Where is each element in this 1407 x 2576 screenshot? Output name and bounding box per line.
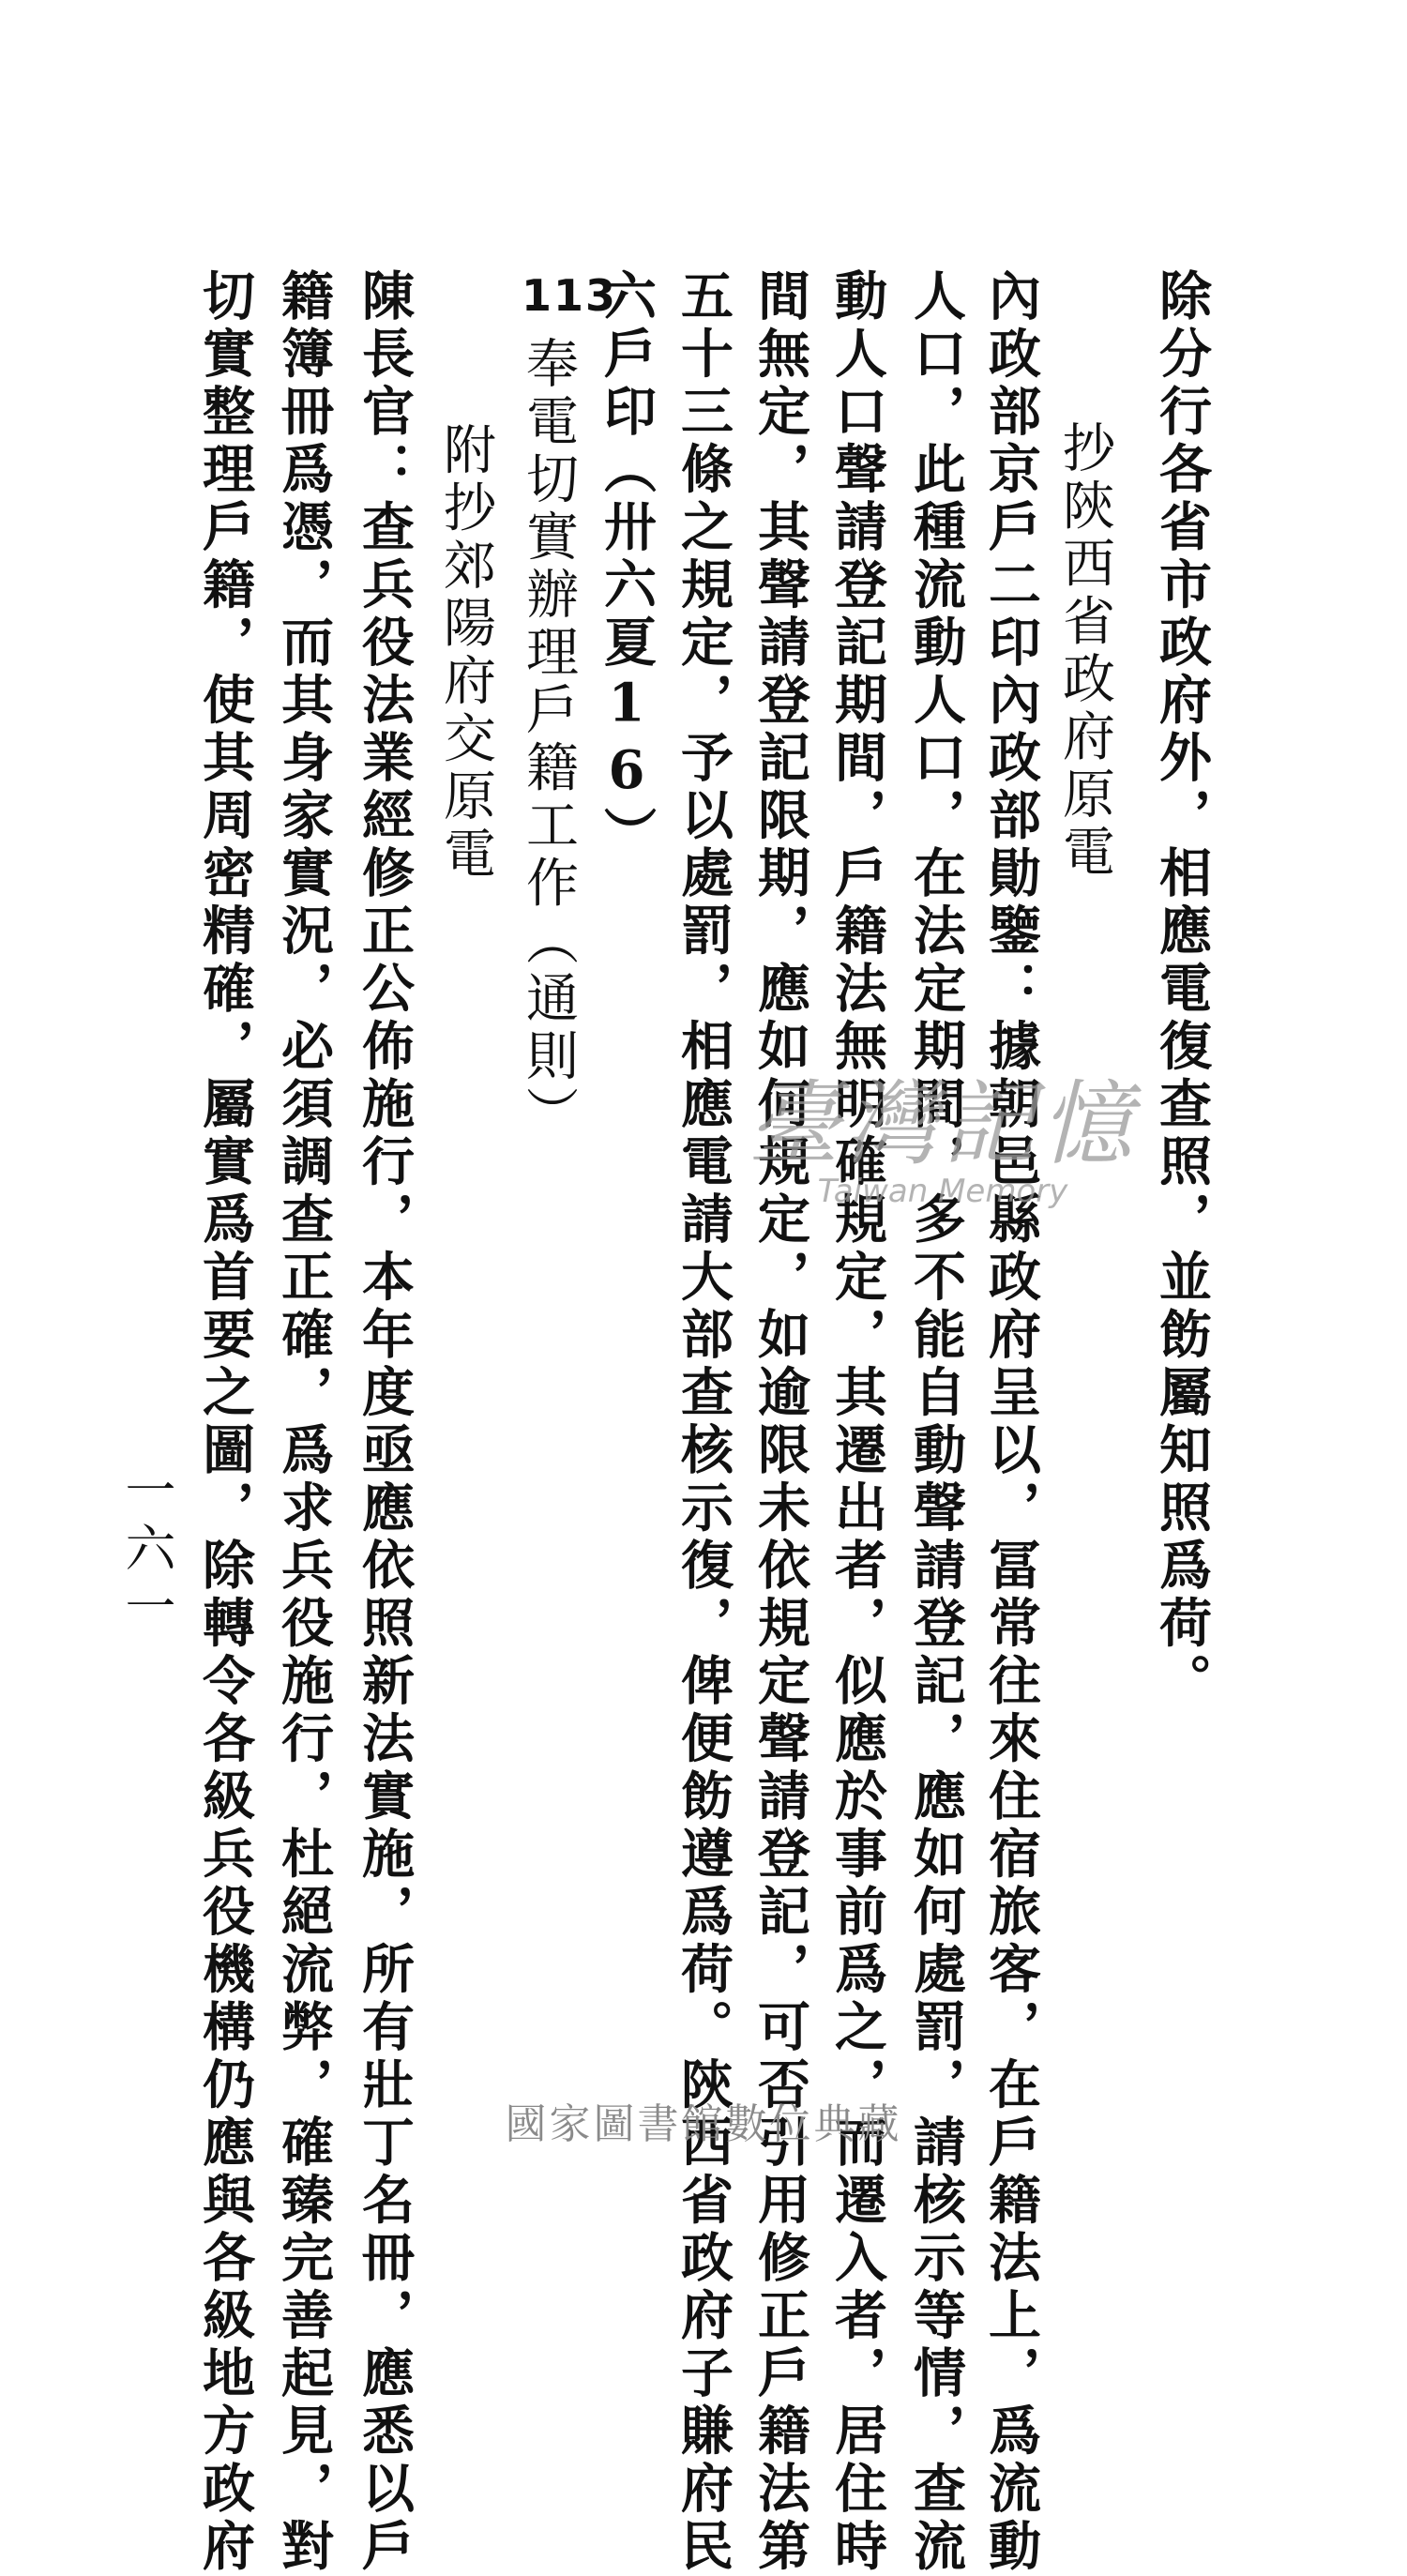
text-column-11: 陳長官：查兵役法業經修正公佈施行，本年度亟應依照新法實施，所有壯丁名冊，應悉以戶 <box>354 268 416 2576</box>
text-column-1: 除分行各省市政府外，相應電復查照，並飭屬知照爲荷。 <box>1151 268 1213 1711</box>
page-number: 一六一 <box>117 1463 176 1638</box>
text-column-8: 六戶印（卅六夏16） <box>596 268 658 864</box>
text-column-6: 間無定，其聲請登記限期，應如何規定，如逾限未依規定聲請登記，可否引用修正戶籍法第 <box>749 268 811 2576</box>
text-column-9: 奉電切實辦理戶籍工作（通則） <box>518 336 579 1144</box>
text-column-10: 附抄郊陽府交原電 <box>435 422 496 884</box>
watermark-chinese: 臺灣記憶 <box>747 1071 1138 1178</box>
watermark <box>722 1071 1163 1238</box>
text-column-12: 籍簿冊爲憑，而其身家實況，必須調查正確，爲求兵役施行，杜絕流弊，確臻完善起見，對 <box>273 268 335 2576</box>
text-column-7: 五十三條之規定，予以處罰，相應電請大部查核示復，俾便飭遵爲荷。陝西省政府子賺府民 <box>673 268 734 2576</box>
watermark-english: Taiwan Memory <box>817 1173 1068 1210</box>
text-column-3: 內政部京戶二印內政部勛鑒：據朝邑縣政府呈以，冨常往來住宿旅客，在戶籍法上，爲流動 <box>980 268 1042 2576</box>
text-column-2: 抄陝西省政府原電 <box>1054 420 1115 882</box>
item-number: 113 <box>522 270 618 321</box>
text-column-4: 人口，此種流動人口，在法定期間，多不能自動聲請登記，應如何處罰，請核示等情，查流 <box>905 268 967 2576</box>
footer-archive-label: 國家圖書館數位典藏 <box>505 2100 902 2148</box>
text-column-5: 動人口聲請登記期間，戶籍法無明確規定，其遷出者，似應於事前爲之，而遷入者，居住時 <box>826 268 888 2576</box>
text-column-13: 切實整理戶籍，使其周密精確，屬實爲首要之圖，除轉令各級兵役機構仍應與各級地方政府 <box>194 268 256 2576</box>
